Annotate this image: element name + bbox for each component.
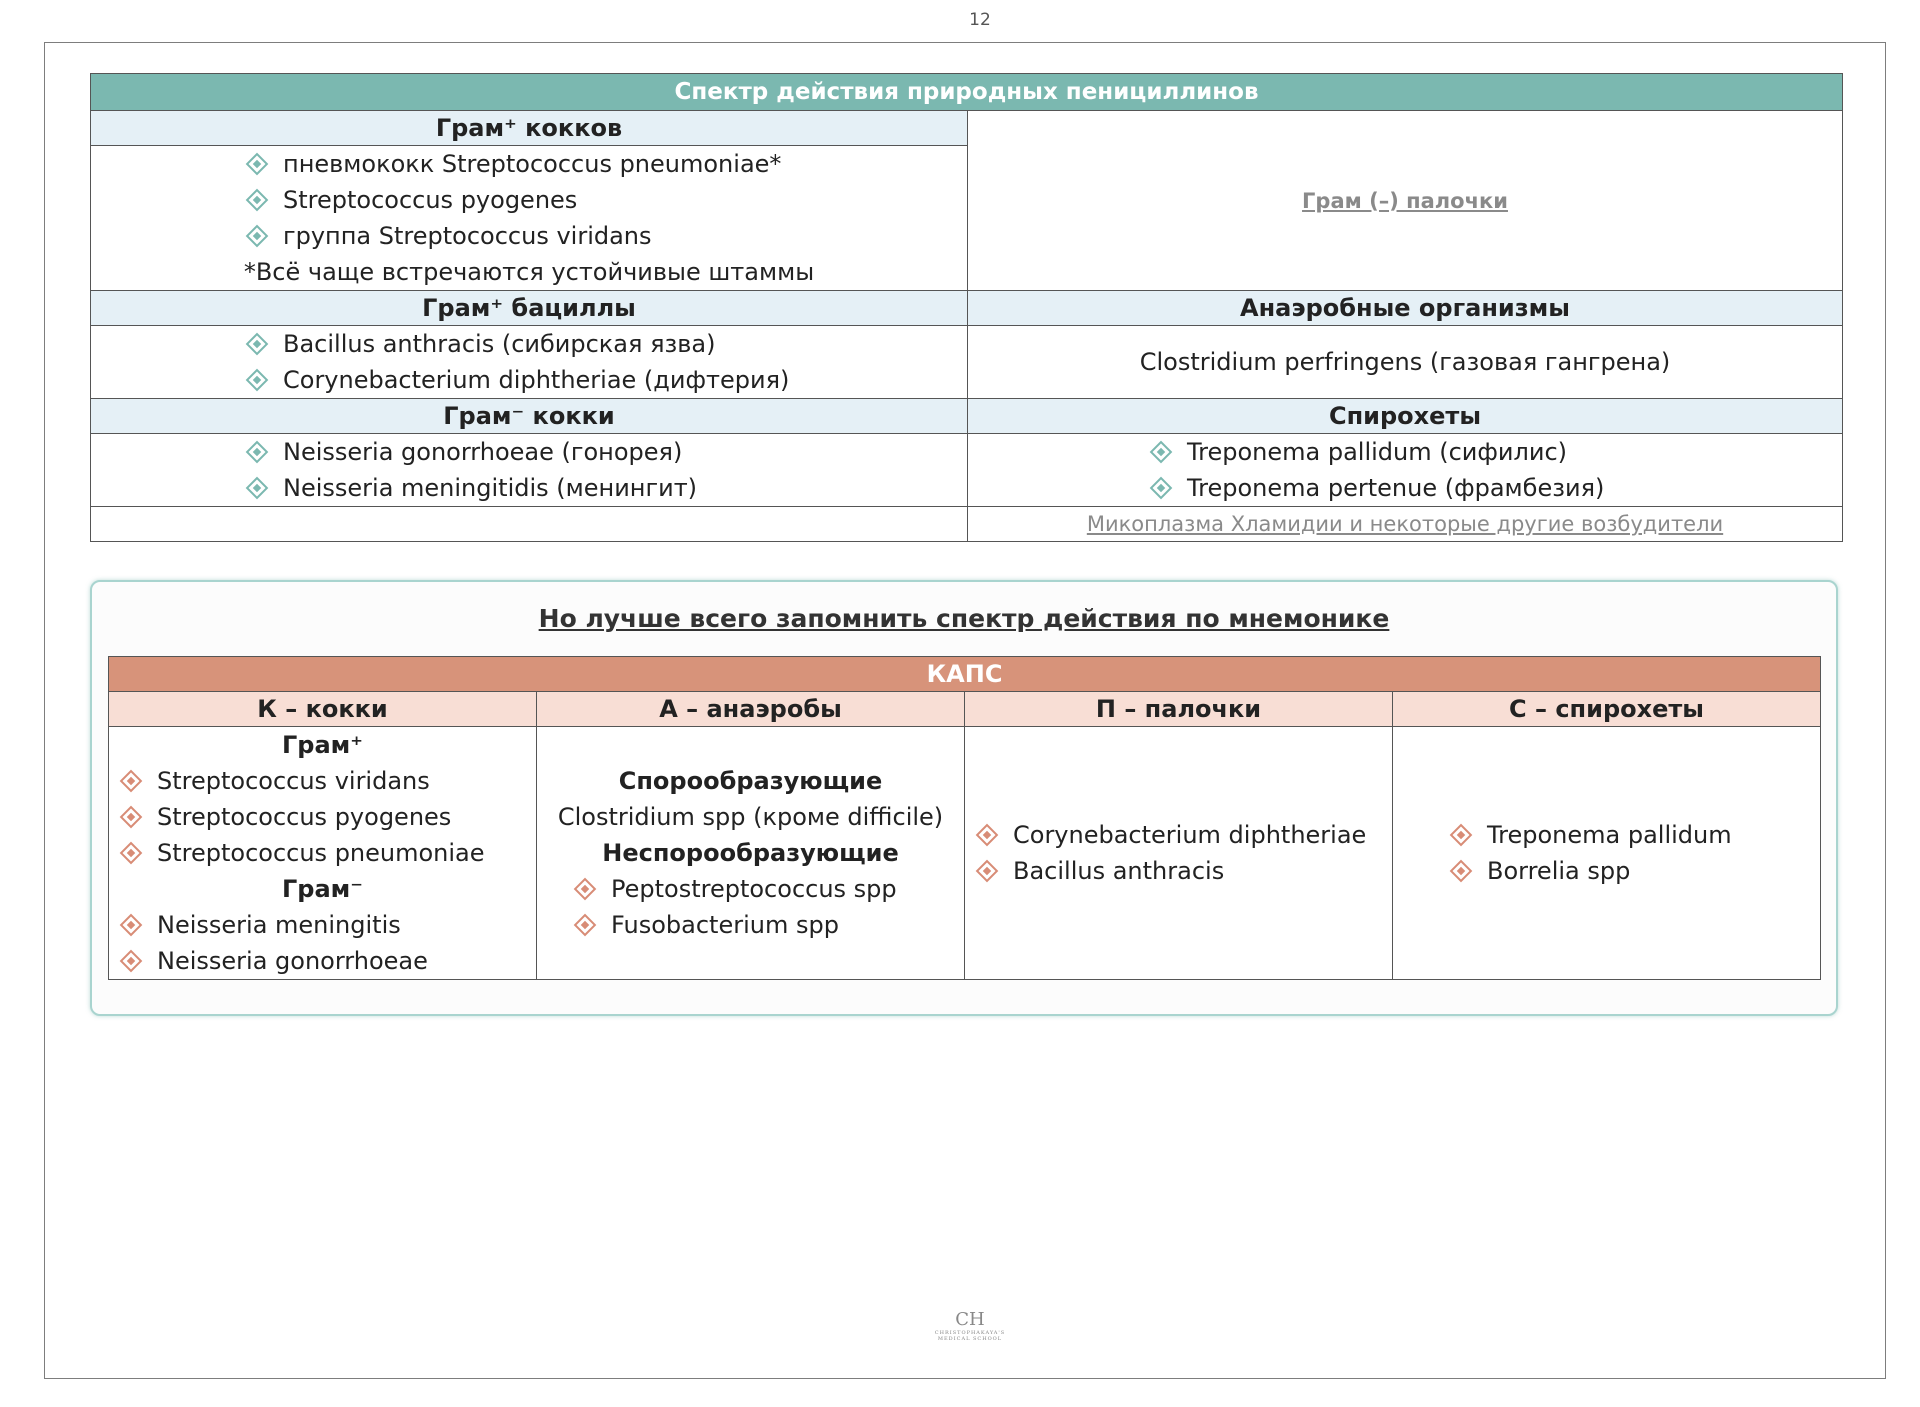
diamond-bullet-icon — [120, 950, 143, 973]
list-item: группа Streptococcus viridans — [249, 218, 967, 254]
anaerobes-column-header: А – анаэробы — [537, 692, 965, 727]
anaerobes-column — [537, 727, 965, 980]
page-number: 12 — [969, 10, 991, 30]
diamond-bullet-icon — [246, 189, 269, 212]
non-spore-forming-label: Неспорообразующие — [602, 839, 899, 867]
resistance-note: *Всё чаще встречаются устойчивые штаммы — [243, 258, 815, 286]
logo-caption: CHRISTOPHAKAYA'S MEDICAL SCHOOL — [934, 1330, 1006, 1342]
diamond-bullet-icon — [1150, 441, 1173, 464]
gram-neg-label: Грам⁻ — [282, 875, 363, 903]
diamond-bullet-icon — [120, 770, 143, 793]
list-item: Treponema pallidum (сифилис) — [1153, 434, 1842, 470]
list-item: Neisseria meningitis — [123, 907, 536, 943]
diamond-bullet-icon — [246, 477, 269, 500]
diamond-bullet-icon — [976, 824, 999, 847]
list-item: Streptococcus pyogenes — [123, 799, 536, 835]
gram-pos-cocci-header: Грам⁺ кокков — [91, 111, 968, 146]
mnemonic-title: Но лучше всего запомнить спектр действия по мнемонике — [538, 604, 1390, 633]
list-item: Treponema pallidum — [1453, 817, 1820, 853]
spore-forming-label: Спорообразующие — [618, 767, 883, 795]
kaps-table — [108, 656, 1821, 980]
cocci-column-header: К – кокки — [109, 692, 537, 727]
logo-monogram: CH — [955, 1309, 985, 1330]
spirochetes-cell — [968, 434, 1843, 507]
list-item: Streptococcus pneumoniae — [123, 835, 536, 871]
diamond-bullet-icon — [246, 153, 269, 176]
anaerobes-cell: Clostridium perfringens (газовая гангрена) — [968, 326, 1843, 399]
diamond-bullet-icon — [574, 914, 597, 937]
list-item: Neisseria meningitidis (менингит) — [249, 470, 967, 506]
list-item: Treponema pertenue (фрамбезия) — [1153, 470, 1842, 506]
gram-neg-rods-cell — [968, 111, 1843, 291]
other-pathogens-cell — [968, 507, 1843, 542]
spore-forming-text: Clostridium spp (кроме difficile) — [557, 803, 944, 831]
gram-pos-bacilli-cell — [91, 326, 968, 399]
cocci-column — [109, 727, 537, 980]
diamond-bullet-icon — [246, 333, 269, 356]
rods-column-header: П – палочки — [965, 692, 1393, 727]
list-item: Streptococcus pyogenes — [249, 182, 967, 218]
mnemonic-box — [90, 580, 1838, 1016]
list-item: Bacillus anthracis (сибирская язва) — [249, 326, 967, 362]
rods-column — [965, 727, 1393, 980]
spirochetes-header: Спирохеты — [968, 399, 1843, 434]
diamond-bullet-icon — [1450, 860, 1473, 883]
spirochetes-column-header: С – спирохеты — [1393, 692, 1821, 727]
list-item: Streptococcus viridans — [123, 763, 536, 799]
anaerobes-header: Анаэробные организмы — [968, 291, 1843, 326]
other-pathogens-link[interactable]: Микоплазма Хламидии и некоторые другие возбудители — [1086, 512, 1724, 536]
diamond-bullet-icon — [246, 225, 269, 248]
list-item: пневмококк Streptococcus pneumoniae* — [249, 146, 967, 182]
list-item: Corynebacterium diphtheriae — [979, 817, 1392, 853]
list-item: Corynebacterium diphtheriae (дифтерия) — [249, 362, 967, 398]
diamond-bullet-icon — [246, 369, 269, 392]
gram-neg-rods-link[interactable]: Грам (–) палочки — [1302, 188, 1508, 213]
spirochetes-column — [1393, 727, 1821, 980]
diamond-bullet-icon — [1450, 824, 1473, 847]
gram-pos-bacilli-header: Грам⁺ бациллы — [91, 291, 968, 326]
list-item: Neisseria gonorrhoeae (гонорея) — [249, 434, 967, 470]
diamond-bullet-icon — [120, 806, 143, 829]
gram-pos-label: Грам⁺ — [282, 731, 363, 759]
penicillin-spectrum-table — [90, 73, 1843, 542]
school-logo — [930, 1310, 1010, 1342]
list-item: Borrelia spp — [1453, 853, 1820, 889]
gram-pos-cocci-cell — [91, 146, 968, 291]
diamond-bullet-icon — [246, 441, 269, 464]
gram-neg-cocci-cell — [91, 434, 968, 507]
kaps-header: КАПС — [109, 657, 1821, 692]
gram-neg-cocci-header: Грам⁻ кокки — [91, 399, 968, 434]
diamond-bullet-icon — [1150, 477, 1173, 500]
diamond-bullet-icon — [976, 860, 999, 883]
diamond-bullet-icon — [574, 878, 597, 901]
list-item: Bacillus anthracis — [979, 853, 1392, 889]
empty-cell — [91, 507, 968, 542]
list-item: Neisseria gonorrhoeae — [123, 943, 536, 979]
list-item: Fusobacterium spp — [577, 907, 964, 943]
diamond-bullet-icon — [120, 914, 143, 937]
list-item: Peptostreptococcus spp — [577, 871, 964, 907]
diamond-bullet-icon — [120, 842, 143, 865]
table-title: Спектр действия природных пенициллинов — [91, 74, 1843, 111]
